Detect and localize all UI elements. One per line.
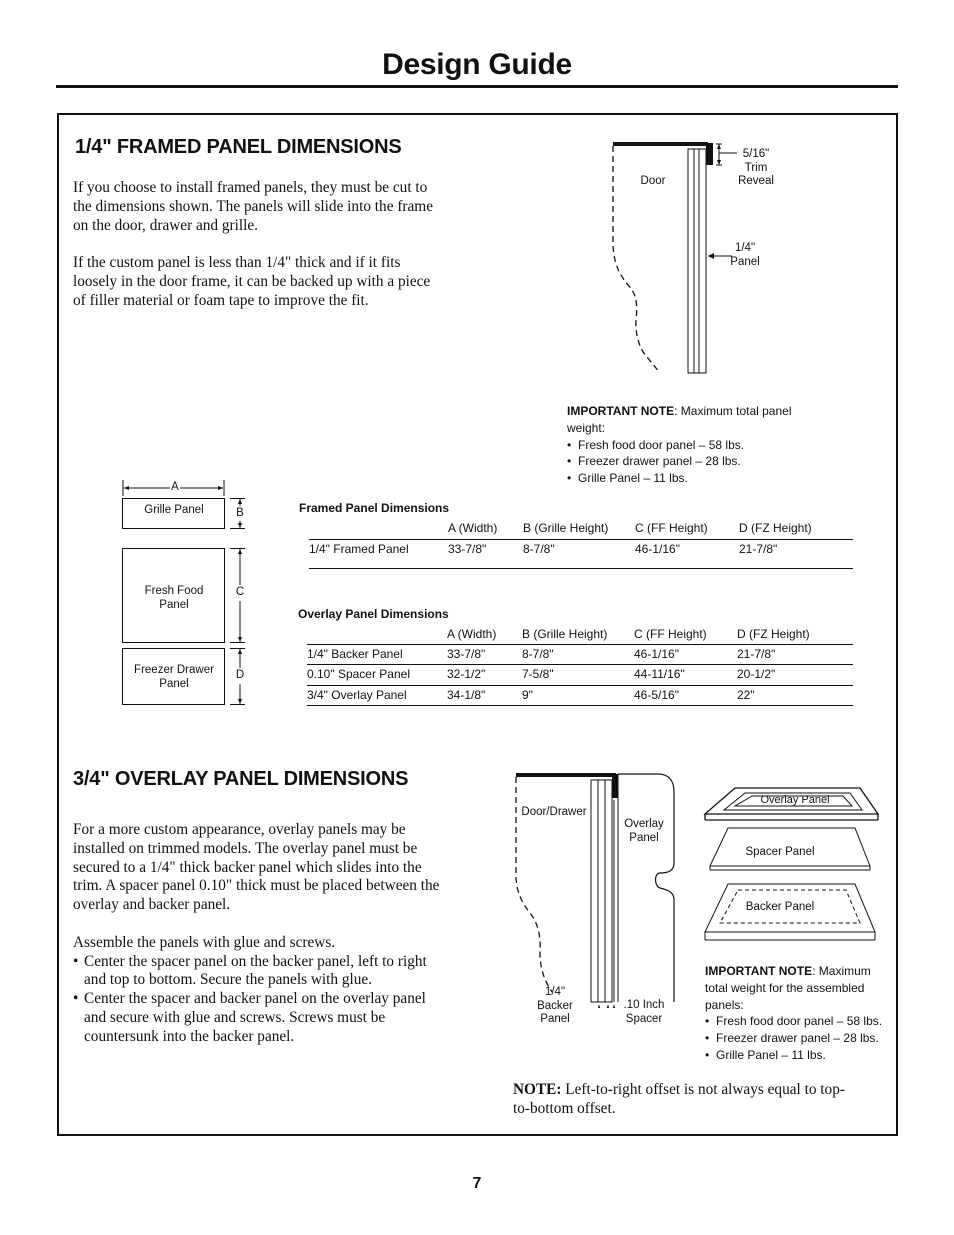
- offset-note-label: NOTE:: [513, 1081, 562, 1098]
- table-header: D (FZ Height): [739, 521, 812, 535]
- trim-reveal-label: 5/16" Trim Reveal: [738, 148, 774, 187]
- stack-backer-panel-label: Backer Panel: [745, 901, 815, 913]
- table-row: [307, 645, 853, 665]
- panel-label: 1/4" Panel: [730, 242, 760, 268]
- table-cell: 34-1/8": [447, 688, 486, 702]
- overlay-paragraph: For a more custom appearance, overlay panels may be installed on trimmed models. The overlay panel must be secured to a 1/4" thick backer panel which slides into the trim. A spacer panel 0.10" thick must be placed between the overlay and backer panel.: [73, 821, 440, 914]
- overlay-table: [307, 627, 853, 709]
- backer-panel: [591, 780, 612, 1002]
- table-cell: 46-1/16": [635, 542, 680, 556]
- table-cell: 9": [522, 688, 533, 702]
- dim-d-label: D: [235, 669, 245, 681]
- list-item: • Center the spacer panel on the backer panel, left to right and top to bottom. Secure the panels with glue.: [73, 953, 451, 991]
- framed-table: [309, 521, 853, 571]
- table-header: D (FZ Height): [737, 627, 810, 641]
- table-cell: 0.10" Spacer Panel: [307, 667, 410, 681]
- list-item: • Freezer drawer panel – 28 lbs.: [705, 1030, 890, 1047]
- framed-section-body: [73, 179, 443, 329]
- table-cell: 8-7/8": [523, 542, 555, 556]
- table-cell: 33-7/8": [447, 647, 486, 661]
- overlay-table-title: Overlay Panel Dimensions: [298, 607, 449, 621]
- table-cell: 22": [737, 688, 755, 702]
- page-number: 7: [472, 1175, 482, 1192]
- assemble-intro: Assemble the panels with glue and screws.: [73, 933, 336, 951]
- table-cell: 21-7/8": [737, 647, 776, 661]
- table-cell: 33-7/8": [448, 542, 487, 556]
- table-header: B (Grille Height): [523, 521, 609, 535]
- table-cell: 1/4" Backer Panel: [307, 647, 403, 661]
- door-drawer-label: Door/Drawer: [521, 806, 587, 818]
- framed-important-note: [567, 403, 817, 487]
- quarter-panel: [688, 149, 706, 373]
- table-cell: 20-1/2": [737, 667, 776, 681]
- table-cell: 7-5/8": [522, 667, 554, 681]
- list-item: • Fresh food door panel – 58 lbs.: [567, 437, 817, 454]
- overlay-section-heading: 3/4" OVERLAY PANEL DIMENSIONS: [73, 768, 409, 790]
- list-item: • Freezer drawer panel – 28 lbs.: [567, 453, 817, 470]
- table-header: A (Width): [447, 627, 497, 641]
- stack-spacer-panel-label: Spacer Panel: [745, 846, 815, 858]
- stack-overlay-panel-label: Overlay Panel: [760, 794, 830, 806]
- backer-panel-label: 1/4" Backer Panel: [537, 986, 573, 1025]
- note-text: : Maximum total panel weight:: [567, 404, 792, 435]
- dim-a-label: A: [171, 481, 179, 493]
- trim-block: [706, 143, 713, 165]
- overlay-note-list: [705, 1013, 890, 1063]
- list-item: • Grille Panel – 11 lbs.: [567, 470, 817, 487]
- framed-paragraph-1: If you choose to install framed panels, they must be cut to the dimensions shown. The panels will slide into the frame on the door, drawer and grille.: [73, 179, 433, 234]
- fresh-food-panel-label: Fresh Food Panel: [144, 585, 204, 611]
- table-row: [307, 686, 853, 706]
- spacer-label: .10 Inch Spacer: [623, 999, 665, 1025]
- overlay-panel-label: Overlay Panel: [624, 818, 664, 844]
- list-item: • Fresh food door panel – 58 lbs.: [705, 1013, 890, 1030]
- framed-section-heading: 1/4" FRAMED PANEL DIMENSIONS: [75, 136, 402, 158]
- overlay-cross-section-diagram: [508, 768, 683, 1008]
- freezer-drawer-panel-label: Freezer Drawer Panel: [134, 664, 214, 690]
- trim-block: [612, 774, 618, 798]
- overlay-note-intro: [705, 963, 890, 1013]
- table-cell: 32-1/2": [447, 667, 486, 681]
- note-text: : Maximum total weight for the assembled panels:: [705, 964, 871, 1012]
- dim-c-label: C: [235, 586, 245, 598]
- title-rule: [56, 85, 898, 88]
- door-label: Door: [640, 175, 666, 187]
- framed-table-title: Framed Panel Dimensions: [299, 501, 450, 515]
- framed-note-list: [567, 437, 817, 487]
- overlay-panel-outline: [618, 774, 674, 1002]
- note-label: IMPORTANT NOTE: [705, 964, 813, 978]
- table-header: C (FF Height): [635, 521, 708, 535]
- dim-b-label: B: [236, 507, 244, 519]
- table-cell: 21-7/8": [739, 542, 778, 556]
- assemble-list: [73, 953, 451, 1047]
- table-cell: 8-7/8": [522, 647, 554, 661]
- table-header: C (FF Height): [634, 627, 707, 641]
- table-cell: 44-11/16": [634, 667, 685, 681]
- overlay-important-note: [705, 963, 890, 1064]
- offset-note-text: Left-to-right offset is not always equal to top-to-bottom offset.: [513, 1081, 845, 1117]
- table-header: B (Grille Height): [522, 627, 608, 641]
- table-cell: 46-1/16": [634, 647, 679, 661]
- grille-panel-label: Grille Panel: [144, 504, 204, 516]
- table-cell: 1/4" Framed Panel: [309, 542, 409, 556]
- table-row: [309, 540, 853, 560]
- list-item: • Center the spacer and backer panel on the overlay panel and secure with glue and screws. Screws must be countersunk into the backer panel.: [73, 990, 451, 1046]
- framed-paragraph-2: If the custom panel is less than 1/4" thick and if it fits loosely in the door frame, it can be backed up with a piece of filler material or foam tape to improve the fit.: [73, 254, 431, 309]
- note-label: IMPORTANT NOTE: [567, 404, 675, 418]
- framed-note-intro: [567, 403, 817, 437]
- table-cell: 46-5/16": [634, 688, 679, 702]
- list-item: • Grille Panel – 11 lbs.: [705, 1047, 890, 1064]
- overlay-section-body: [73, 821, 451, 1047]
- table-header: A (Width): [448, 521, 498, 535]
- page-title: Design Guide: [382, 48, 572, 81]
- table-cell: 3/4" Overlay Panel: [307, 688, 407, 702]
- offset-note: [513, 1081, 858, 1119]
- table-row: [307, 665, 853, 685]
